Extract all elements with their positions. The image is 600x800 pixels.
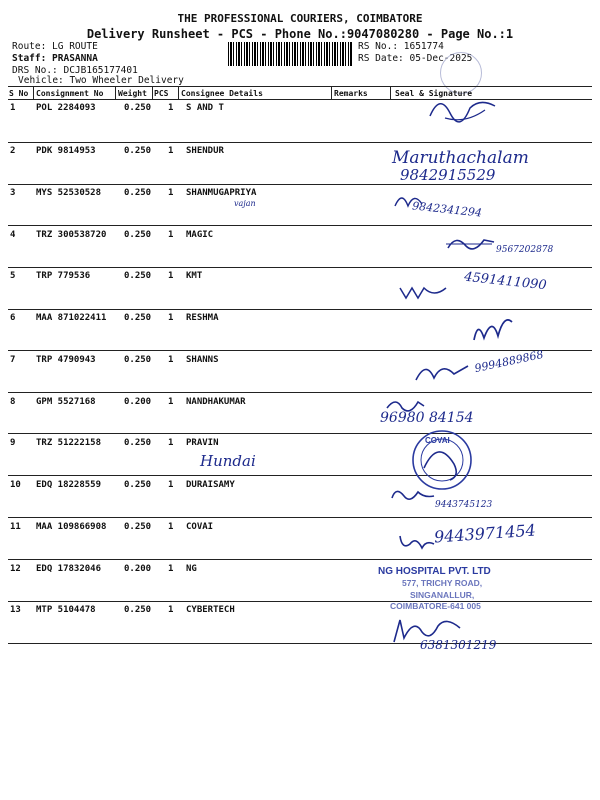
row-7-consignee: SHANNS bbox=[186, 355, 219, 365]
row-2-consignee: SHENDUR bbox=[186, 146, 224, 156]
row-3-pcs: 1 bbox=[168, 188, 174, 198]
row-4-sno: 4 bbox=[10, 230, 16, 240]
row-9-pcs: 1 bbox=[168, 438, 174, 448]
row-13-consignment: MTP 5104478 bbox=[36, 605, 96, 615]
col-remarks: Remarks bbox=[334, 89, 368, 98]
row-8-pcs: 1 bbox=[168, 397, 174, 407]
rs-date: RS Date: 05-Dec-2025 bbox=[358, 53, 473, 64]
covai-seal-label: COVAI bbox=[425, 436, 450, 445]
row-11-pcs: 1 bbox=[168, 522, 174, 532]
row-11-sno: 11 bbox=[10, 522, 21, 532]
handwritten-note-row-3: vajan bbox=[234, 199, 256, 208]
row-1-weight: 0.250 bbox=[124, 103, 152, 113]
handwritten-phone-row-5: 4591411090 bbox=[463, 269, 548, 294]
row-6-weight: 0.250 bbox=[124, 313, 152, 323]
signature-row-4 bbox=[444, 232, 496, 256]
company-title: THE PROFESSIONAL COURIERS, COIMBATORE bbox=[177, 12, 423, 25]
row-3-consignee: SHANMUGAPRIYA bbox=[186, 188, 257, 198]
col-sno: S No bbox=[9, 89, 29, 98]
row-10-consignment: EDQ 18228559 bbox=[36, 480, 102, 490]
row-5-consignee: KMT bbox=[186, 271, 203, 281]
signature-row-7 bbox=[412, 356, 472, 386]
col-weight: Weight bbox=[118, 89, 147, 98]
row-10-weight: 0.250 bbox=[124, 480, 152, 490]
handwritten-phone-row-3: 9842341294 bbox=[411, 199, 483, 220]
row-9-weight: 0.250 bbox=[124, 438, 152, 448]
row-13-weight: 0.250 bbox=[124, 605, 152, 615]
handwritten-phone-row-4: 9567202878 bbox=[496, 245, 554, 255]
row-3-sno: 3 bbox=[10, 188, 16, 198]
row-9-consignment: TRZ 51222158 bbox=[36, 438, 102, 448]
row-5-weight: 0.250 bbox=[124, 271, 152, 281]
col-pcs: PCS bbox=[154, 89, 169, 98]
row-4-pcs: 1 bbox=[168, 230, 174, 240]
row-12-pcs: 1 bbox=[168, 564, 174, 574]
row-9-consignee: PRAVIN bbox=[186, 438, 219, 448]
row-6-pcs: 1 bbox=[168, 313, 174, 323]
row-10-sno: 10 bbox=[10, 480, 21, 490]
row-10-pcs: 1 bbox=[168, 480, 174, 490]
vehicle-label: Vehicle: Two Wheeler Delivery bbox=[18, 75, 184, 86]
signature-row-10 bbox=[388, 484, 438, 506]
drs-number: DRS No.: DCJB165177401 bbox=[12, 65, 138, 76]
handwritten-phone-row-8: 96980 84154 bbox=[380, 410, 474, 426]
row-5-pcs: 1 bbox=[168, 271, 174, 281]
signature-row-1 bbox=[425, 88, 505, 128]
row-1-consignee: S AND T bbox=[186, 103, 224, 113]
handwritten-phone-row-7: 9994889868 bbox=[473, 347, 545, 376]
handwritten-phone-row-11: 9443971454 bbox=[433, 520, 537, 547]
runsheet-subtitle: Delivery Runsheet - PCS - Phone No.:9047080280 - Page No.:1 bbox=[86, 27, 514, 41]
row-7-pcs: 1 bbox=[168, 355, 174, 365]
row-6-consignee: RESHMA bbox=[186, 313, 219, 323]
row-1-sno: 1 bbox=[10, 103, 16, 113]
col-consignment: Consignment No bbox=[36, 89, 104, 98]
row-6-consignment: MAA 871022411 bbox=[36, 313, 107, 323]
row-2-weight: 0.250 bbox=[124, 146, 152, 156]
col-consignee: Consignee Details bbox=[181, 89, 263, 98]
row-4-consignment: TRZ 300538720 bbox=[36, 230, 107, 240]
handwritten-phone-row-2: 9842915529 bbox=[400, 166, 496, 184]
row-8-consignee: NANDHAKUMAR bbox=[186, 397, 246, 407]
row-7-consignment: TRP 4790943 bbox=[36, 355, 96, 365]
row-1-pcs: 1 bbox=[168, 103, 174, 113]
row-5-consignment: TRP 779536 bbox=[36, 271, 91, 281]
rs-number: RS No.: 1651774 bbox=[358, 41, 444, 52]
row-11-consignee: COVAI bbox=[186, 522, 214, 532]
handwritten-phone-row-13: 6381301219 bbox=[420, 638, 497, 652]
row-12-sno: 12 bbox=[10, 564, 21, 574]
hospital-stamp-line2: 577, TRICHY ROAD, bbox=[402, 578, 483, 588]
signature-row-6 bbox=[468, 312, 518, 344]
row-7-weight: 0.250 bbox=[124, 355, 152, 365]
row-10-consignee: DURAISAMY bbox=[186, 480, 235, 490]
row-2-pcs: 1 bbox=[168, 146, 174, 156]
handwritten-phone-row-10: 9443745123 bbox=[435, 500, 493, 510]
col-seal: Seal & Signature bbox=[395, 89, 473, 98]
barcode bbox=[228, 42, 353, 66]
row-3-weight: 0.250 bbox=[124, 188, 152, 198]
row-12-consignment: EDQ 17832046 bbox=[36, 564, 102, 574]
row-3-consignment: MYS 52530528 bbox=[36, 188, 102, 198]
row-6-sno: 6 bbox=[10, 313, 16, 323]
hospital-stamp-line1: NG HOSPITAL PVT. LTD bbox=[378, 566, 491, 577]
hospital-stamp-line4: COIMBATORE-641 005 bbox=[390, 601, 481, 611]
row-11-consignment: MAA 109866908 bbox=[36, 522, 107, 532]
handwritten-note-row-9: Hundai bbox=[200, 452, 256, 470]
signature-row-11 bbox=[396, 528, 436, 554]
row-9-sno: 9 bbox=[10, 438, 16, 448]
row-4-consignee: MAGIC bbox=[186, 230, 214, 240]
signature-row-5 bbox=[398, 282, 462, 302]
row-8-weight: 0.200 bbox=[124, 397, 152, 407]
row-7-sno: 7 bbox=[10, 355, 16, 365]
row-4-weight: 0.250 bbox=[124, 230, 152, 240]
row-8-consignment: GPM 5527168 bbox=[36, 397, 96, 407]
row-12-consignee: NG bbox=[186, 564, 197, 574]
handwritten-name-row-2: Maruthachalam bbox=[392, 148, 529, 168]
row-2-sno: 2 bbox=[10, 146, 16, 156]
row-2-consignment: PDK 9814953 bbox=[36, 146, 96, 156]
row-13-sno: 13 bbox=[10, 605, 21, 615]
route-label: Route: LG ROUTE bbox=[12, 41, 98, 52]
row-11-weight: 0.250 bbox=[124, 522, 152, 532]
row-12-weight: 0.200 bbox=[124, 564, 152, 574]
hospital-stamp-line3: SINGANALLUR, bbox=[410, 590, 475, 600]
row-8-sno: 8 bbox=[10, 397, 16, 407]
row-13-pcs: 1 bbox=[168, 605, 174, 615]
row-5-sno: 5 bbox=[10, 271, 16, 281]
staff-label: Staff: PRASANNA bbox=[12, 53, 98, 64]
row-13-consignee: CYBERTECH bbox=[186, 605, 235, 615]
row-1-consignment: POL 2284093 bbox=[36, 103, 96, 113]
